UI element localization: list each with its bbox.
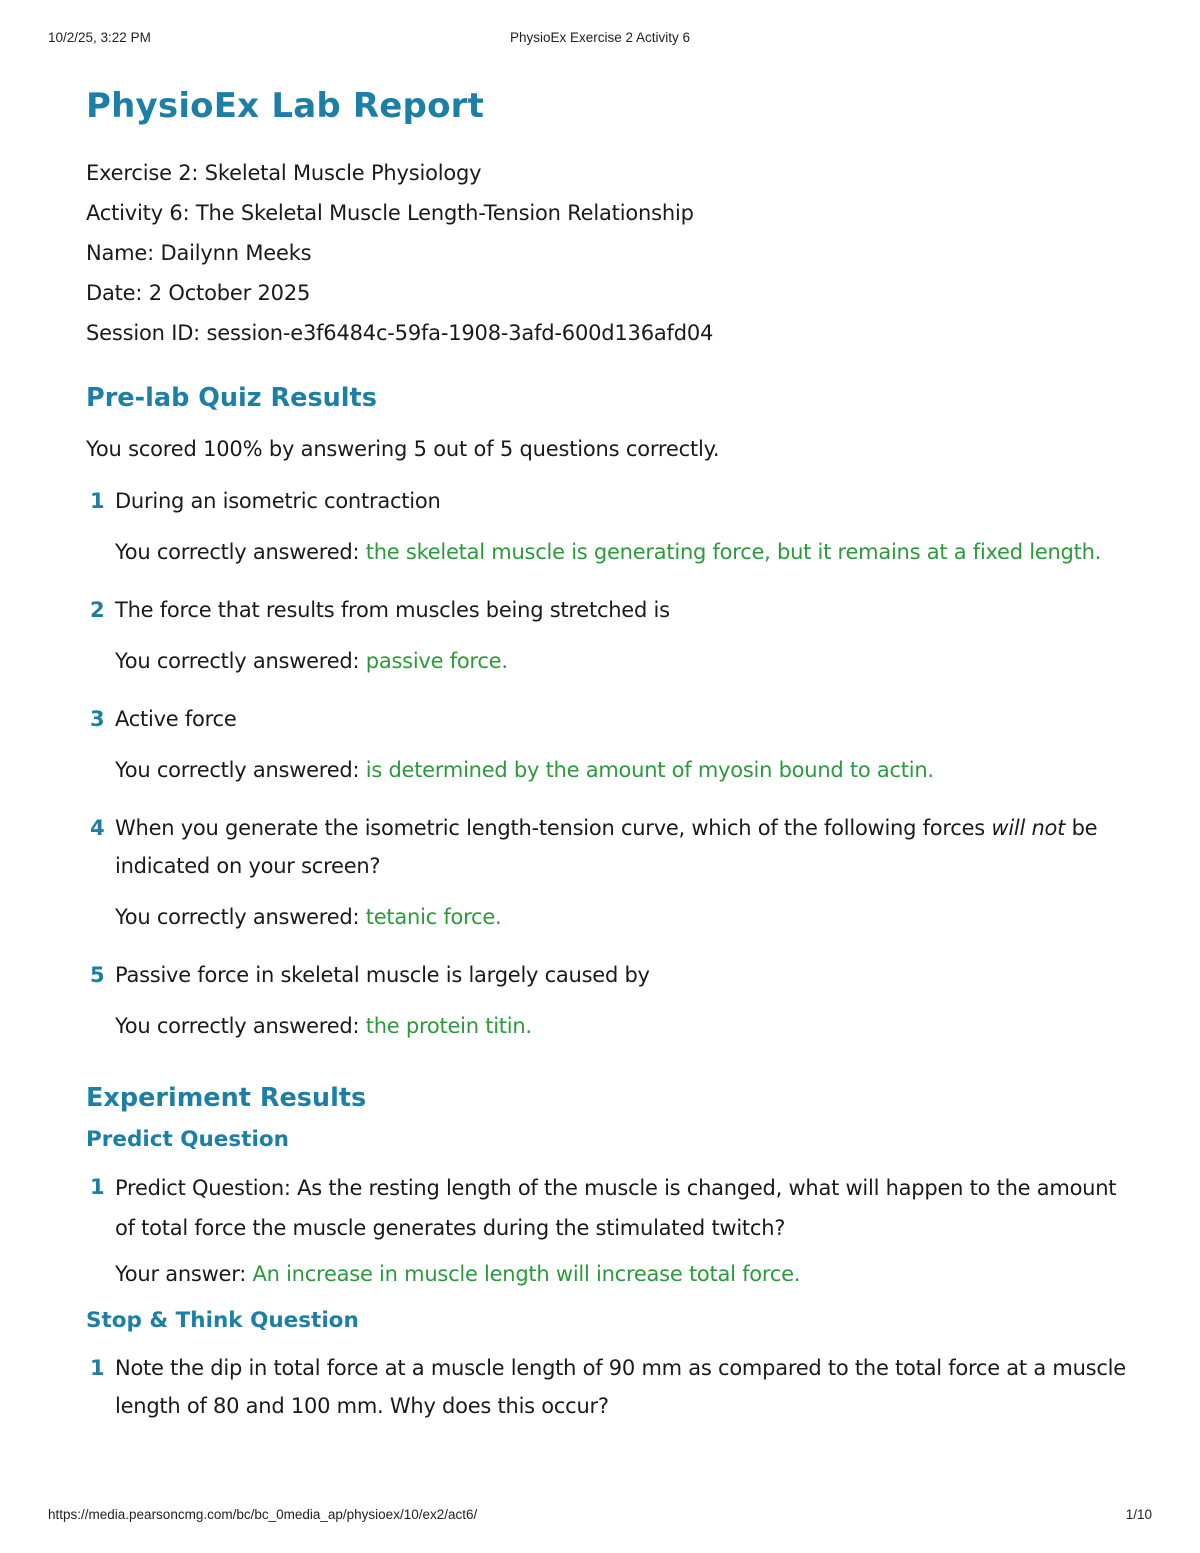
report-meta: [86, 153, 1136, 353]
print-datetime: 10/2/25, 3:22 PM: [48, 30, 151, 45]
answer-prefix: You correctly answered:: [115, 758, 360, 782]
question-text: During an isometric contraction: [115, 489, 441, 513]
answer-text: is determined by the amount of myosin bound to actin.: [365, 758, 934, 782]
prelab-score: You scored 100% by answering 5 out of 5 questions correctly.: [86, 437, 720, 461]
answer-prefix: You correctly answered:: [115, 1014, 360, 1038]
question-text: Passive force in skeletal muscle is largely caused by: [115, 963, 650, 987]
print-url: https://media.pearsoncmg.com/bc/bc_0media_ap/physioex/10/ex2/act6/: [48, 1507, 478, 1522]
question-number: 2: [90, 598, 105, 622]
answer-text: passive force.: [365, 649, 508, 673]
report-content: [86, 84, 1136, 1425]
question-answer: [115, 1256, 1136, 1293]
question-number: 1: [90, 1356, 105, 1380]
question-text: The force that results from muscles being stretched is: [115, 598, 670, 622]
question-answer: [115, 899, 1136, 936]
predict-heading: Predict Question: [86, 1127, 289, 1152]
print-title: PhysioEx Exercise 2 Activity 6: [509, 30, 691, 45]
question-text: Note the dip in total force at a muscle length of 90 mm as compared to the total force at a muscle length of 80 and 100 mm. Why does this occur?: [115, 1356, 1126, 1418]
question-number: 3: [90, 707, 105, 731]
answer-text: the skeletal muscle is generating force, but it remains at a fixed length.: [365, 540, 1102, 564]
activity-line: Activity 6: The Skeletal Muscle Length-Tension Relationship: [86, 201, 694, 225]
answer-prefix: You correctly answered:: [115, 540, 360, 564]
answer-prefix: Your answer:: [115, 1262, 247, 1286]
question-answer: [115, 1008, 1136, 1045]
question-answer: [115, 643, 1136, 680]
question-number: 5: [90, 963, 105, 987]
question-number: 1: [90, 1175, 105, 1199]
prelab-question: [86, 482, 1136, 571]
prelab-question: [86, 956, 1136, 1045]
question-text: Predict Question: As the resting length of the muscle is changed, what will happen to the amount of total force the muscle generates during the stimulated twitch?: [115, 1176, 1117, 1240]
prelab-heading: Pre-lab Quiz Results: [86, 383, 377, 413]
answer-text: An increase in muscle length will increase total force.: [252, 1262, 801, 1286]
print-header: [48, 30, 1152, 50]
prelab-question: [86, 809, 1136, 936]
page-number: 1/10: [1125, 1507, 1152, 1522]
answer-text: tetanic force.: [365, 905, 502, 929]
answer-text: the protein titin.: [365, 1014, 532, 1038]
question-number: 4: [90, 816, 105, 840]
stop-think-heading: Stop & Think Question: [86, 1308, 359, 1333]
answer-prefix: You correctly answered:: [115, 649, 360, 673]
date-line: Date: 2 October 2025: [86, 281, 311, 305]
question-text-end: be indicated on your screen?: [115, 816, 1098, 878]
exercise-line: Exercise 2: Skeletal Muscle Physiology: [86, 161, 482, 185]
page-title: PhysioEx Lab Report: [86, 86, 485, 126]
prelab-question: [86, 591, 1136, 680]
question-text: Active force: [115, 707, 237, 731]
answer-prefix: You correctly answered:: [115, 905, 360, 929]
predict-question: [86, 1168, 1136, 1293]
prelab-question: [86, 700, 1136, 789]
question-answer: [115, 534, 1136, 571]
question-answer: [115, 752, 1136, 789]
question-text-start: When you generate the isometric length-tension curve, which of the following forces: [115, 816, 985, 840]
question-text-emphasis: will not: [991, 816, 1066, 840]
stop-think-question: [86, 1349, 1136, 1425]
experiment-heading: Experiment Results: [86, 1083, 367, 1113]
question-text: [115, 809, 1136, 885]
print-footer: [48, 1507, 1152, 1527]
question-number: 1: [90, 489, 105, 513]
session-line: Session ID: session-e3f6484c-59fa-1908-3afd-600d136afd04: [86, 321, 714, 345]
name-line: Name: Dailynn Meeks: [86, 241, 312, 265]
